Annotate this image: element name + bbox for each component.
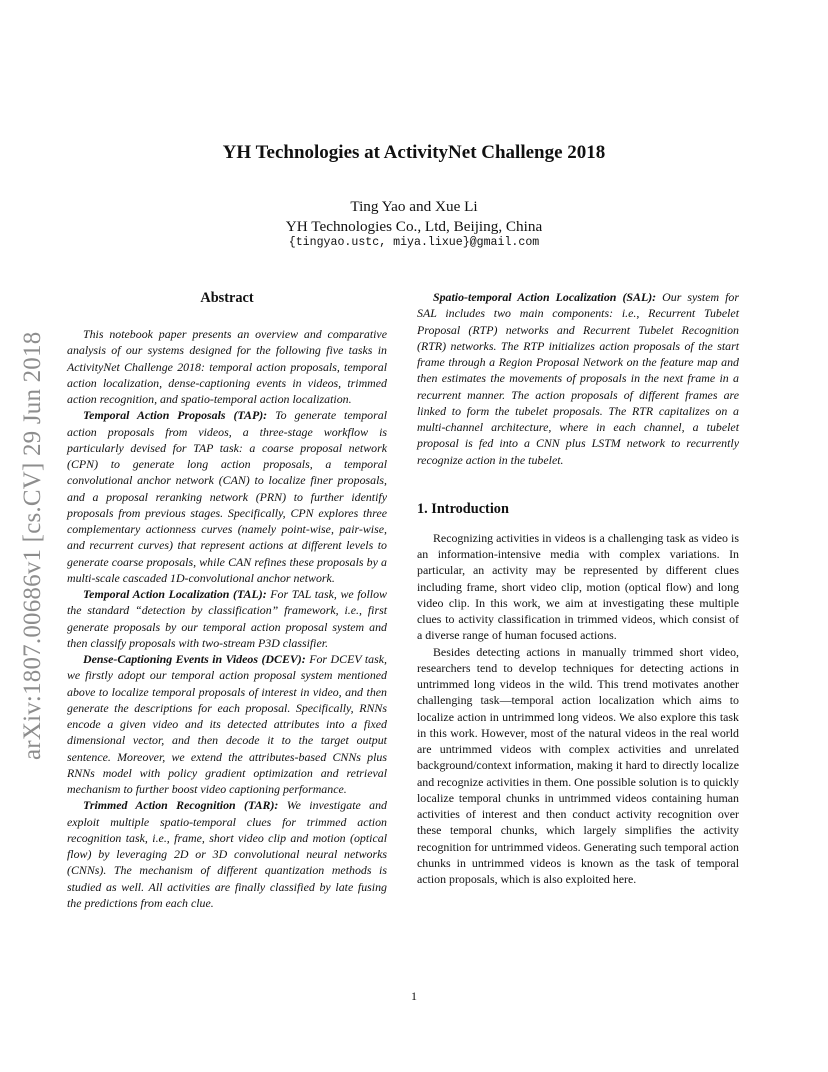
tap-text: To generate temporal action proposals from videos, a three-stage workflow is particularly devised for TAP task: a coarse proposal network (CPN) to generate long action proposals, a temporal convolutional anchor network (CAN) to localize finer proposals, and a proposal reranking network (PRN) to further identify proposals from previous stages. Specifically, CPN explores three complementary actionness curves (namely point-wise, pair-wise, and recurrent curves) that represent actions at different levels to generate coarse proposals, while CAN refines these proposals by a multi-scale cascaded 1D-convolutional anchor network. — [67, 408, 387, 585]
tal-lead: Temporal Action Localization (TAL): — [83, 587, 267, 601]
tap-lead: Temporal Action Proposals (TAP): — [83, 408, 268, 423]
abstract-tar-paragraph — [67, 797, 387, 911]
abstract-heading: Abstract — [200, 290, 254, 306]
dcev-text: For DCEV task, we firstly adopt our temporal action proposal system mentioned above to localize temporal proposals of interest in video, and then generate the descriptions for each proposal. Specifically, RNNs encode a given video and its detected attributes into a fixed dimensional vector, and then decode it to the target output sentence. Moreover, we extend the attributes-based CNNs plus RNNs model with policy gradient optimization and retrieval mechanism to further boost video captioning performance. — [67, 652, 387, 796]
dcev-lead: Dense-Captioning Events in Videos (DCEV): — [83, 652, 306, 666]
sal-text: Our system for SAL includes two main components: i.e., Recurrent Tubelet Proposal (RTP) networks and Recurrent Tubelet Recognition (RTR) networks. The RTP initializes action proposals of the start frame through a Region Proposal Network on the feature map and then estimates the movements of proposals in the next frame in a recurrent manner. The action proposals of different frames are linked to form the tubelet proposals. The RTR capitalizes on a multi-channel architecture, where in each channel, a tubelet proposal is fed into a CNN plus LSTM network to recurrently recognize action in the tubelet. — [417, 290, 739, 467]
paper-title: YH Technologies at ActivityNet Challenge 2018 — [222, 142, 606, 163]
abstract-sal-paragraph — [417, 289, 739, 468]
right-column — [417, 289, 739, 887]
abstract-tal-paragraph — [67, 586, 387, 651]
tal-text: For TAL task, we follow the standard “detection by classification” framework, i.e., first generate proposals by our temporal action proposal system and then classify proposals with two-stream P3D classifier. — [67, 587, 387, 650]
sal-lead: Spatio-temporal Action Localization (SAL): — [433, 290, 657, 304]
author-email: {tingyao.ustc, miya.lixue}@gmail.com — [288, 236, 540, 249]
page-number: 1 — [411, 989, 417, 1003]
author-affiliation: YH Technologies Co., Ltd, Beijing, China — [285, 217, 543, 235]
introduction-paragraph-1: Recognizing activities in videos is a challenging task as video is an information-intensive media with complex variations. In particular, an activity may be represented by different clues including frame, short video clip, motion (optical flow) and long video clip. In this work, we aim at investigating these multiple clues to activity classification in trimmed videos, which consist of a diverse range of human focused actions. — [417, 530, 739, 643]
abstract-tap-paragraph — [67, 407, 387, 586]
tar-text: We investigate and exploit multiple spatio-temporal clues for trimmed action recognition task, i.e., frame, short video clip and motion (optical flow) by leveraging 2D or 3D convolutional neural networks (CNNs). The mechanism of different quantization methods is studied as well. All activities are finally classified by late fusing the predictions from each clue. — [67, 798, 387, 910]
introduction-heading: 1. Introduction — [417, 500, 509, 517]
abstract-intro: This notebook paper presents an overview and comparative analysis of our systems designed for the following five tasks in ActivityNet Challenge 2018: temporal action proposals, temporal action localization, dense-captioning events in videos, trimmed action recognition, and spatio-temporal action localization. — [67, 327, 387, 406]
introduction-paragraph-2: Besides detecting actions in manually trimmed short video, researchers tend to develop techniques for detecting actions in untrimmed long videos in the wild. This trend motivates another challenging task—temporal action localization which aims to localize action in untrimmed long videos. We also explore this task in this work. However, most of the natural videos in the real world are untrimmed videos with complex activities and unrelated background/context information, making it hard to directly localize and recognize activities in them. One possible solution is to quickly localize temporal chunks in untrimmed videos containing human activities of interest and then conduct activity recognition over these temporal chunks, which largely simplifies the activity recognition for untrimmed videos. Generating such temporal action chunks in untrimmed videos is known as the task of temporal action proposals, which is also exploited here. — [417, 644, 739, 886]
tar-lead: Trimmed Action Recognition (TAR): — [83, 798, 279, 813]
left-column — [67, 289, 387, 911]
author-names: Ting Yao and Xue Li — [350, 198, 478, 215]
arxiv-side-stamp: arXiv:1807.00686v1 [cs.CV] 29 Jun 2018 — [19, 331, 46, 760]
author-block — [0, 197, 828, 236]
abstract-dcev-paragraph — [67, 651, 387, 797]
